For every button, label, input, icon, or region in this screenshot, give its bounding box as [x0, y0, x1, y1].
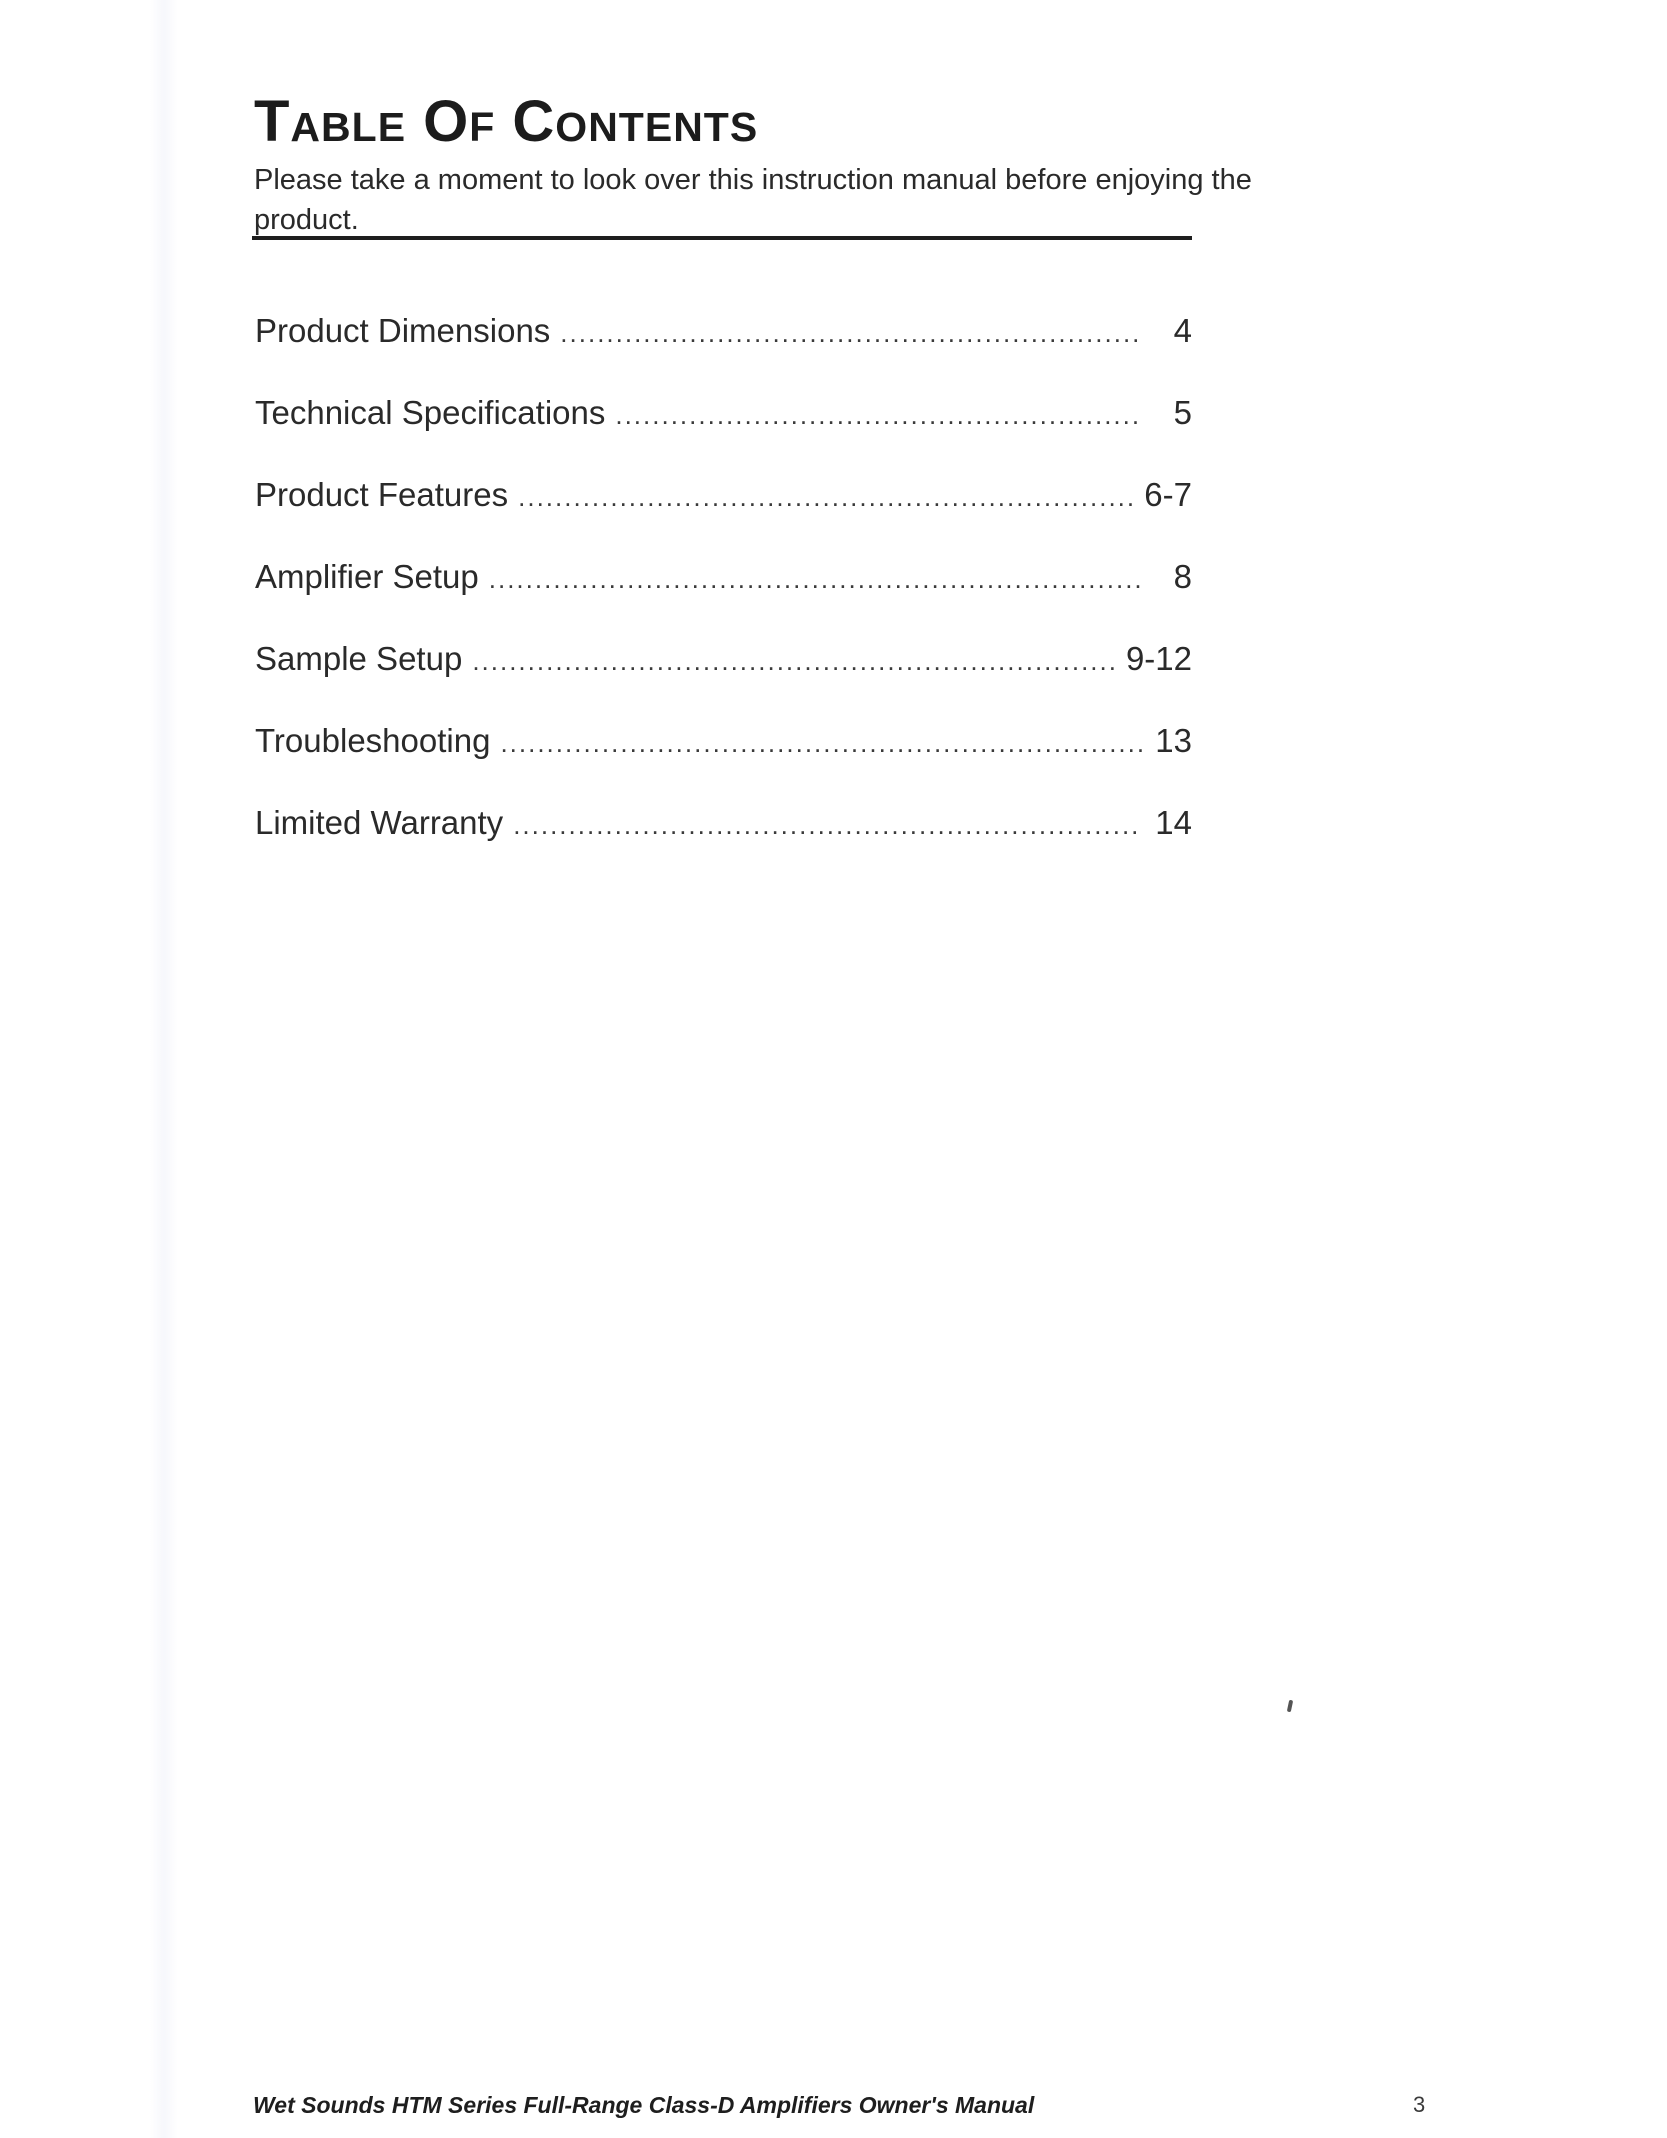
toc-entry-label: Technical Specifications: [255, 394, 606, 431]
toc-list: [255, 312, 1192, 886]
toc-entry-page: 14: [1155, 804, 1192, 841]
toc-header: [254, 89, 1254, 240]
toc-leader-dots: [615, 400, 1142, 431]
toc-entry-page: 8: [1173, 558, 1192, 595]
toc-leader-dots: [489, 564, 1142, 595]
toc-entry-label: Limited Warranty: [255, 804, 504, 841]
scan-shadow: [150, 0, 178, 2138]
toc-entry-label: Product Features: [255, 476, 509, 513]
intro-text: Please take a moment to look over this instruction manual before enjoying the product.: [254, 164, 1252, 236]
page-title: Table Of Contents: [254, 89, 759, 154]
toc-entry-amplifier-setup[interactable]: [255, 558, 1192, 640]
toc-entry-page: 13: [1155, 722, 1192, 759]
toc-leader-dots: [518, 482, 1134, 513]
toc-entry-product-dimensions[interactable]: [255, 312, 1192, 394]
scan-speck: [1287, 1700, 1293, 1713]
toc-entry-technical-specifications[interactable]: [255, 394, 1192, 476]
toc-leader-dots: [560, 318, 1142, 349]
toc-entry-limited-warranty[interactable]: [255, 804, 1192, 886]
toc-leader-dots: [472, 646, 1116, 677]
toc-entry-page: 5: [1173, 394, 1192, 431]
footer-page-number: 3: [1413, 2092, 1426, 2117]
footer-manual-title: Wet Sounds HTM Series Full-Range Class-D Amplifiers Owner's Manual: [253, 2092, 1035, 2118]
toc-entry-sample-setup[interactable]: [255, 640, 1192, 722]
toc-entry-label: Troubleshooting: [255, 722, 491, 759]
toc-entry-label: Sample Setup: [255, 640, 463, 677]
toc-entry-page: 4: [1173, 312, 1192, 349]
toc-entry-page: 9-12: [1125, 640, 1192, 677]
toc-entry-troubleshooting[interactable]: [255, 722, 1192, 804]
toc-leader-dots: [500, 728, 1142, 759]
toc-entry-page: 6-7: [1144, 476, 1192, 513]
toc-entry-product-features[interactable]: [255, 476, 1192, 558]
toc-entry-label: Amplifier Setup: [255, 558, 479, 595]
header-divider: [252, 236, 1192, 240]
toc-entry-label: Product Dimensions: [255, 312, 551, 349]
toc-leader-dots: [513, 810, 1142, 841]
